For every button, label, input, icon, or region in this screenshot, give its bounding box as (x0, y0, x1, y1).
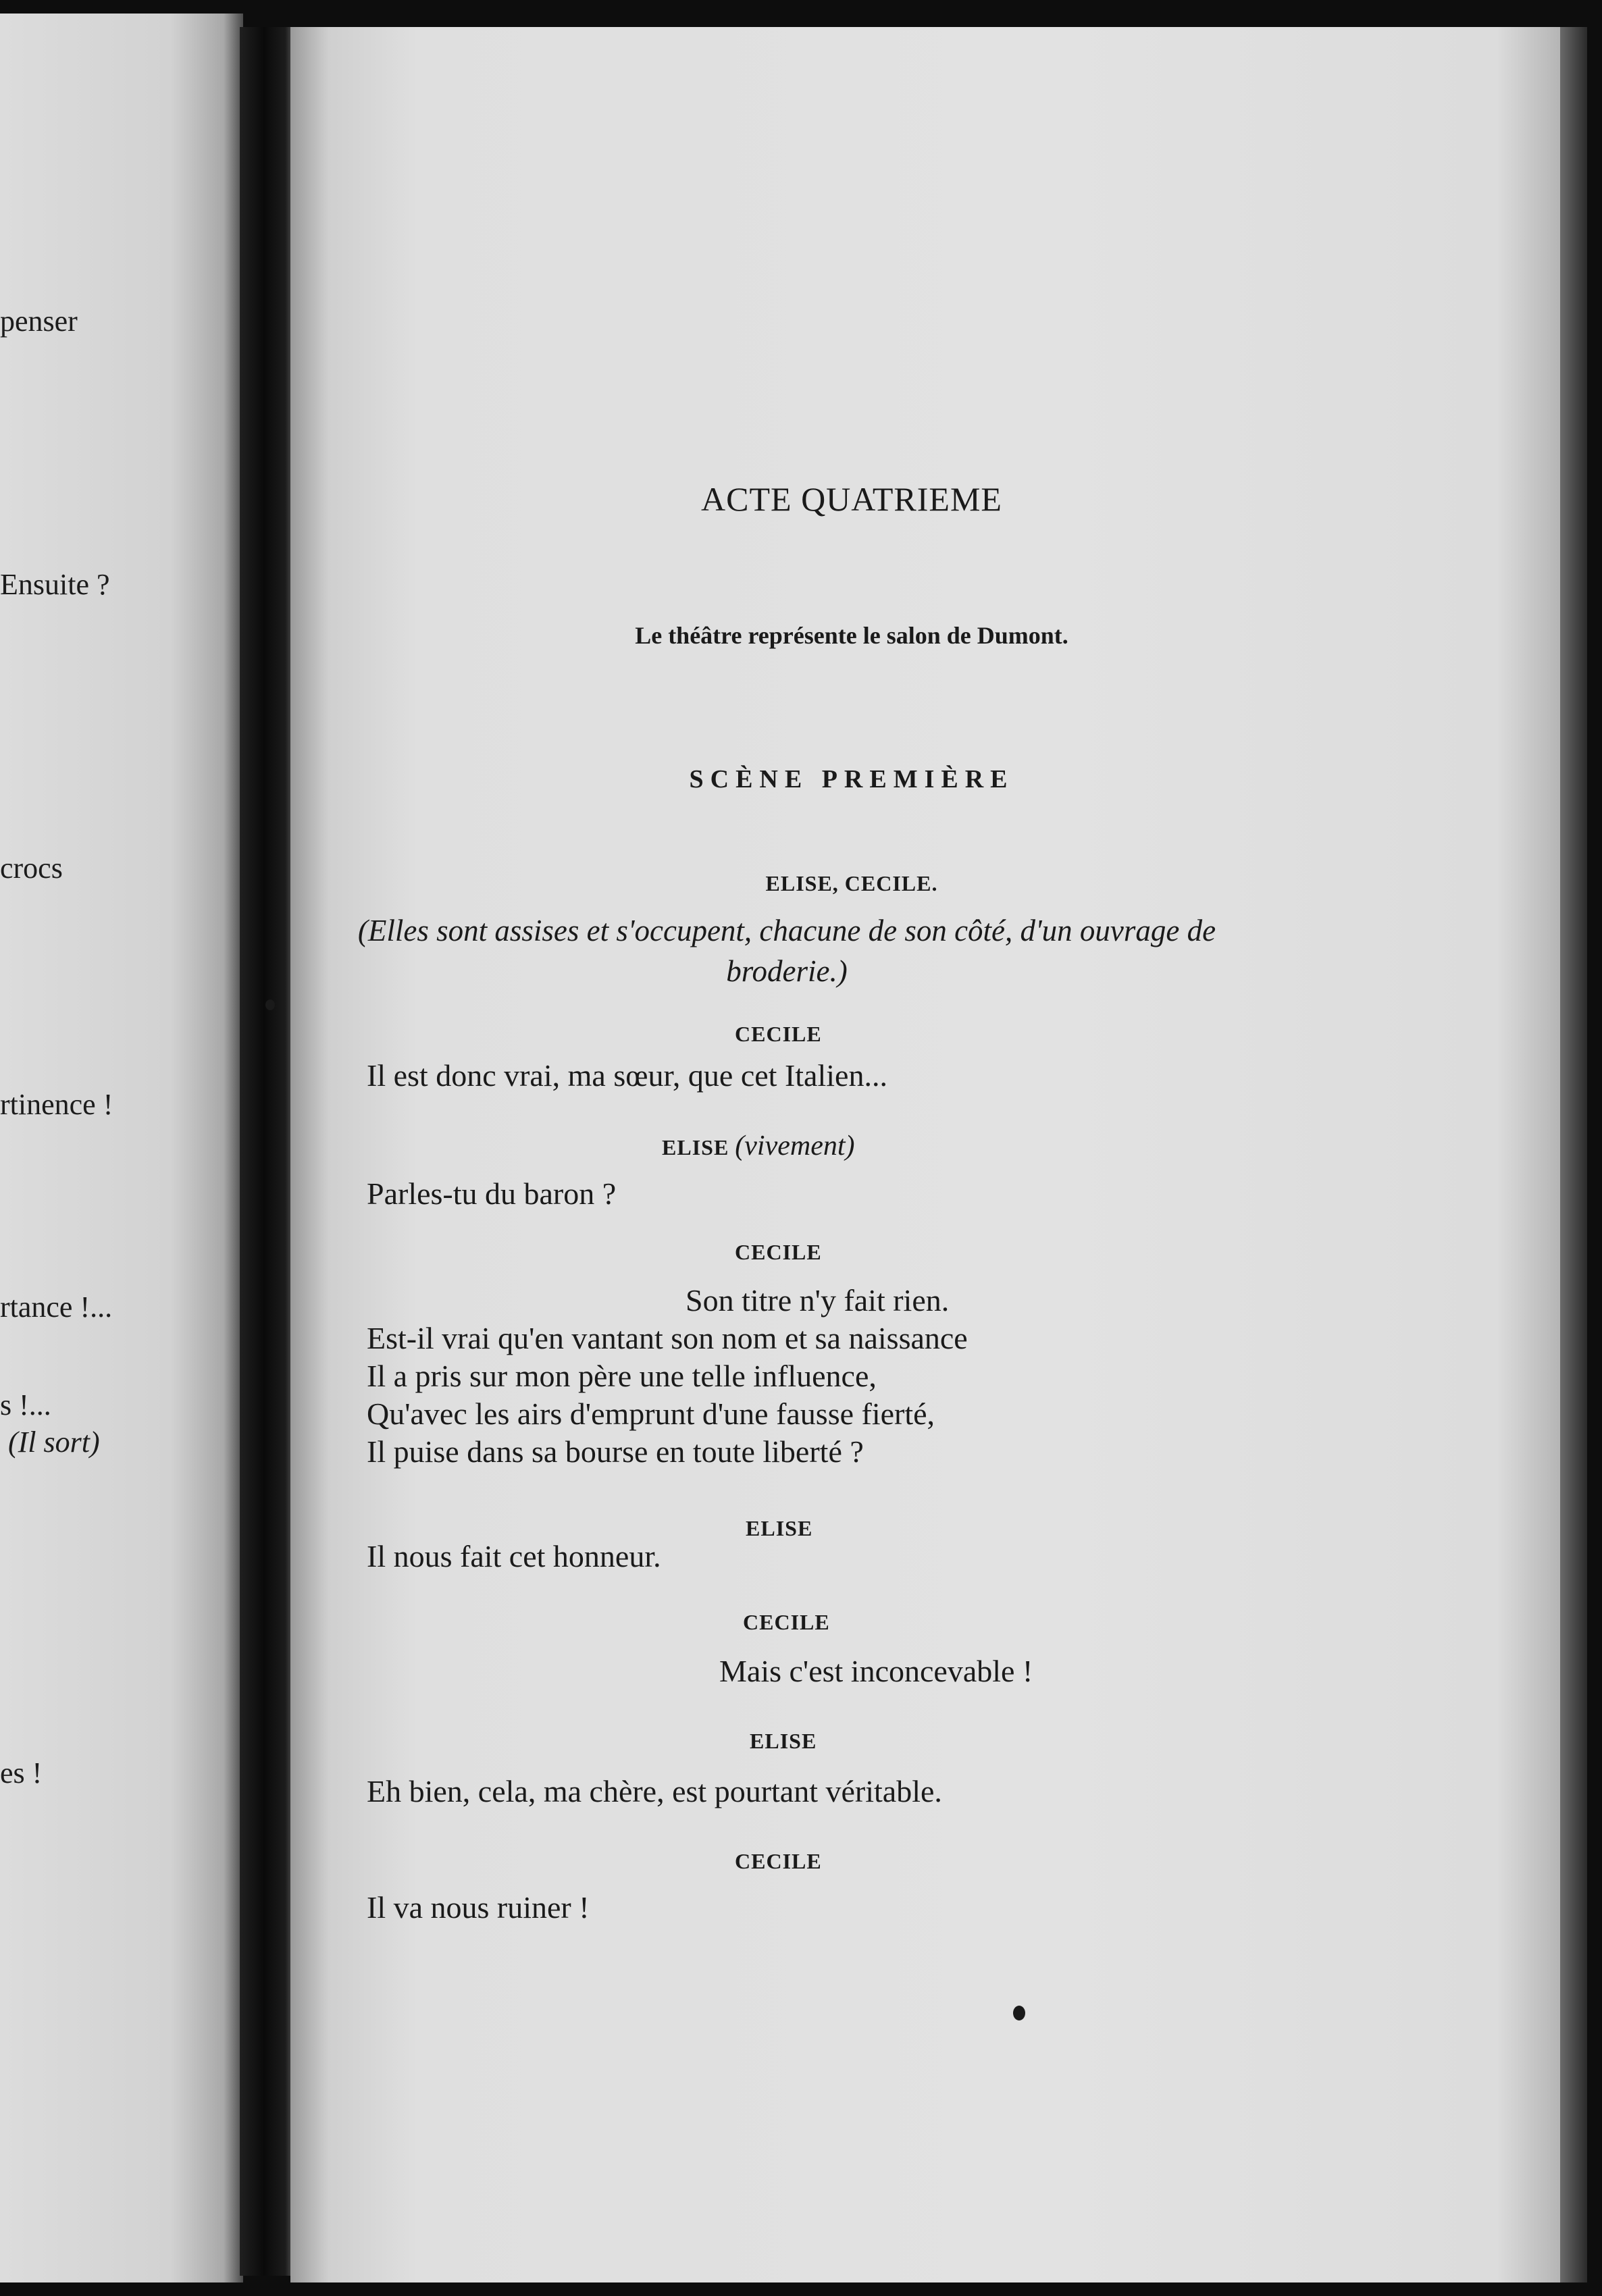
dialogue-verse (367, 1175, 616, 1213)
verse-line: Son titre n'y fait rien. (686, 1283, 950, 1317)
main-page (290, 27, 1560, 2282)
setting-description: Le théâtre représente le salon de Dumont. (635, 622, 1068, 649)
verse-line: Il a pris sur mon père une telle influence, (367, 1359, 877, 1393)
verse-line: Il puise dans sa bourse en toute liberté ? (367, 1434, 864, 1469)
speaker-name: CECILE (743, 1610, 830, 1634)
dialogue-verse (367, 1057, 887, 1095)
speaker-name: ELISE (746, 1516, 813, 1540)
scene-title: SCÈNE PREMIÈRE (689, 765, 1014, 793)
verse-line: Il va nous ruiner ! (367, 1890, 590, 1925)
ink-speck (265, 999, 275, 1010)
verse-line: Eh bien, cela, ma chère, est pourtant véritable. (367, 1774, 942, 1808)
speaker-name: CECILE (735, 1022, 822, 1046)
act-title: ACTE QUATRIEME (701, 480, 1002, 518)
left-page-fragment: crocs (0, 852, 63, 885)
verse-line: Il nous fait cet honneur. (367, 1539, 661, 1573)
verse-line: Qu'avec les airs d'emprunt d'une fausse fierté, (367, 1397, 935, 1431)
speaker-stage-note: (vivement) (735, 1130, 855, 1162)
verse-line: Mais c'est inconcevable ! (719, 1654, 1033, 1688)
speaker-name: ELISE (750, 1729, 817, 1753)
speaker-label: ELISE (662, 1135, 729, 1159)
speaker-name: CECILE (735, 1240, 822, 1264)
left-page-fragment: es ! (0, 1756, 43, 1790)
verse-line: Est-il vrai qu'en vantant son nom et sa naissance (367, 1321, 968, 1355)
left-facing-page (0, 14, 243, 2282)
left-page-fragment: rtinence ! (0, 1088, 113, 1121)
left-page-fragment: penser (0, 305, 78, 338)
speaker-name: CECILE (735, 1849, 822, 1873)
scene-characters: ELISE, CECILE. (765, 871, 938, 895)
verse-line: Parles-tu du baron ? (367, 1176, 617, 1211)
left-page-fragment: s !... (0, 1388, 51, 1421)
page-edge-shadow (1560, 27, 1587, 2282)
left-page-fragment: rtance !... (0, 1290, 113, 1324)
ink-speck (1013, 2006, 1025, 2020)
speaker-name (662, 1130, 855, 1162)
left-page-stage-note: (Il sort) (8, 1426, 100, 1459)
dialogue-verse (367, 1282, 968, 1471)
left-page-fragment: Ensuite ? (0, 568, 110, 601)
dialogue-verse (719, 1652, 1033, 1690)
stage-direction: (Elles sont assises et s'occupent, chacune de son côté, d'un ouvrage de broderie.) (357, 914, 1216, 988)
verse-line: Il est donc vrai, ma sœur, que cet Italien... (367, 1058, 887, 1093)
dialogue-verse (367, 1538, 661, 1575)
dialogue-verse (367, 1889, 590, 1927)
dialogue-verse (367, 1773, 942, 1810)
